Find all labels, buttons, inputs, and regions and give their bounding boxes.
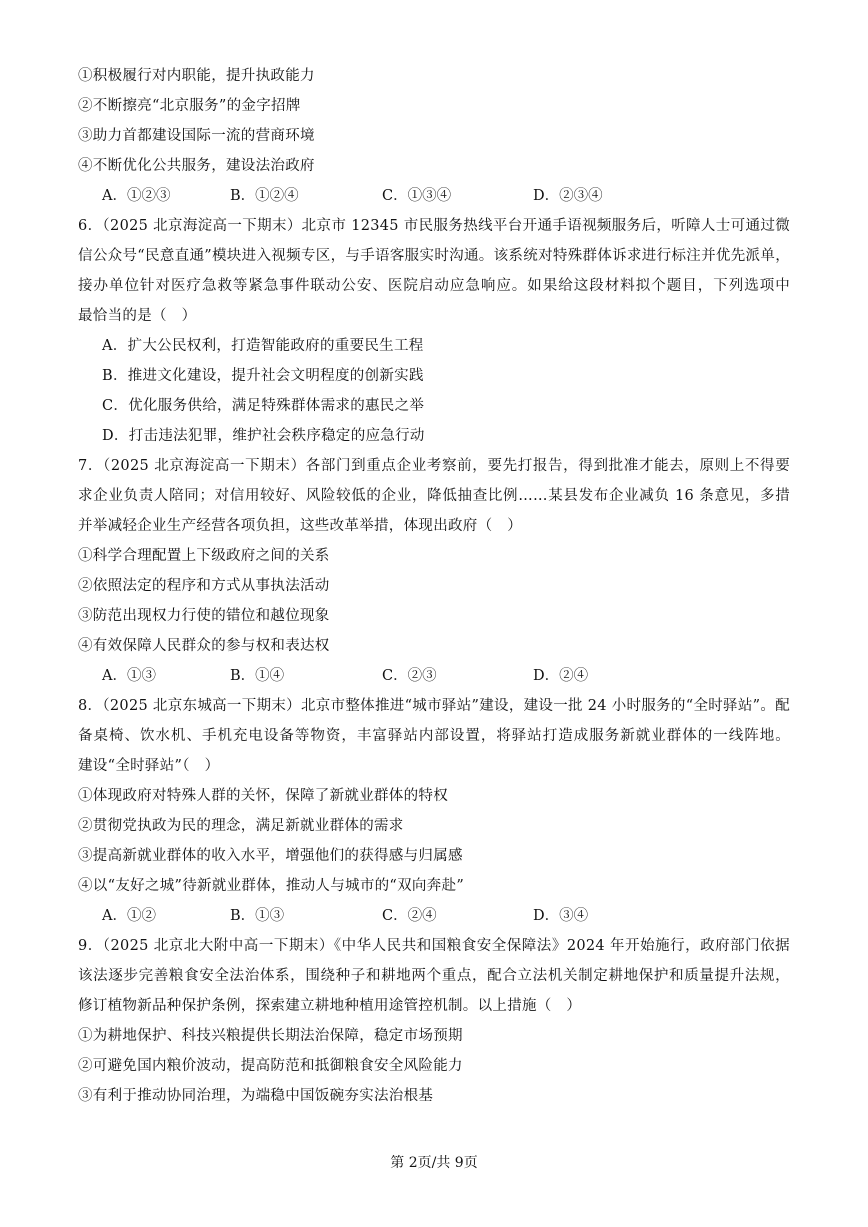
question-6-text: 接办单位针对医疗急救等紧急事件联动公安、医院启动应急响应。如果给这段材料拟个题目，下列选项中 [78,278,790,294]
option-c[interactable]: C．②④ [382,908,437,924]
option-a[interactable]: A．扩大公民权利，打造智能政府的重要民生工程 [102,338,424,354]
question-6-text: 6．（2025 北京海淀高一下期末）北京市 12345 市民服务热线平台开通手语视频服务后，听障人士可通过微 [78,218,790,234]
statement-2: ②可避免国内粮价波动，提高防范和抵御粮食安全风险能力 [78,1058,463,1074]
question-7-text: 并举减轻企业生产经营各项负担，这些改革举措，体现出政府（ ） [78,518,522,534]
statement-2: ②不断擦亮“北京服务”的金字招牌 [78,98,301,114]
statement-3: ③助力首都建设国际一流的营商环境 [78,128,315,144]
option-a[interactable]: A．①③ [102,668,156,684]
option-d[interactable]: D．打击违法犯罪，维护社会秩序稳定的应急行动 [102,428,425,444]
option-a[interactable]: A．①② [102,908,156,924]
statement-3: ③提高新就业群体的收入水平，增强他们的获得感与归属感 [78,848,463,864]
question-8-text: 建设“全时驿站”（ ） [78,758,220,774]
statement-1: ①积极履行对内职能，提升执政能力 [78,68,315,84]
option-d[interactable]: D．②③④ [533,188,603,204]
statement-1: ①科学合理配置上下级政府之间的关系 [78,548,330,564]
option-c[interactable]: C．①③④ [382,188,452,204]
statement-2: ②贯彻党执政为民的理念，满足新就业群体的需求 [78,818,404,834]
statement-4: ④以“友好之城”待新就业群体，推动人与城市的“双向奔赴” [78,878,465,894]
statement-3: ③有利于推动协同治理，为端稳中国饭碗夯实法治根基 [78,1088,434,1104]
option-c[interactable]: C．优化服务供给，满足特殊群体需求的惠民之举 [102,398,425,414]
option-b[interactable]: B．①③ [230,908,285,924]
question-9-text: 修订植物新品种保护条例，探索建立耕地种植用途管控机制。以上措施（ ） [78,998,582,1014]
question-8-text: 8．（2025 北京东城高一下期末）北京市整体推进“城市驿站”建设，建设一批 24 小时服务的“全时驿站”。配 [78,698,790,714]
option-d[interactable]: D．③④ [533,908,589,924]
page-number: 第 2页/共 9页 [390,1155,478,1171]
statement-3: ③防范出现权力行使的错位和越位现象 [78,608,330,624]
statement-2: ②依照法定的程序和方式从事执法活动 [78,578,330,594]
question-6-text: 信公众号“民意直通”模块进入视频专区，与手语客服实时沟通。该系统对特殊群体诉求进行标注并优先派单， [78,248,790,264]
option-b[interactable]: B．推进文化建设，提升社会文明程度的创新实践 [102,368,424,384]
question-7-text: 7．（2025 北京海淀高一下期末）各部门到重点企业考察前，要先打报告，得到批准才能去，原则上不得要 [78,458,790,474]
option-b[interactable]: B．①④ [230,668,285,684]
statement-4: ④有效保障人民群众的参与权和表达权 [78,638,330,654]
question-9-text: 该法逐步完善粮食安全法治体系，围绕种子和耕地两个重点，配合立法机关制定耕地保护和质量提升法规， [78,968,790,984]
question-8-text: 备桌椅、饮水机、手机充电设备等物资，丰富驿站内部设置，将驿站打造成服务新就业群体的一线阵地。 [78,728,790,744]
question-9-text: 9．（2025 北京北大附中高一下期末）《中华人民共和国粮食安全保障法》2024 年开始施行，政府部门依据 [78,938,790,954]
statement-1: ①体现政府对特殊人群的关怀，保障了新就业群体的特权 [78,788,448,804]
question-6-text: 最恰当的是（ ） [78,308,197,324]
option-c[interactable]: C．②③ [382,668,437,684]
statement-4: ④不断优化公共服务，建设法治政府 [78,158,315,174]
option-d[interactable]: D．②④ [533,668,589,684]
statement-1: ①为耕地保护、科技兴粮提供长期法治保障，稳定市场预期 [78,1028,463,1044]
option-b[interactable]: B．①②④ [230,188,299,204]
option-a[interactable]: A．①②③ [102,188,171,204]
question-7-text: 求企业负责人陪同；对信用较好、风险较低的企业，降低抽查比例……某县发布企业减负 16 条意见，多措 [78,488,790,504]
